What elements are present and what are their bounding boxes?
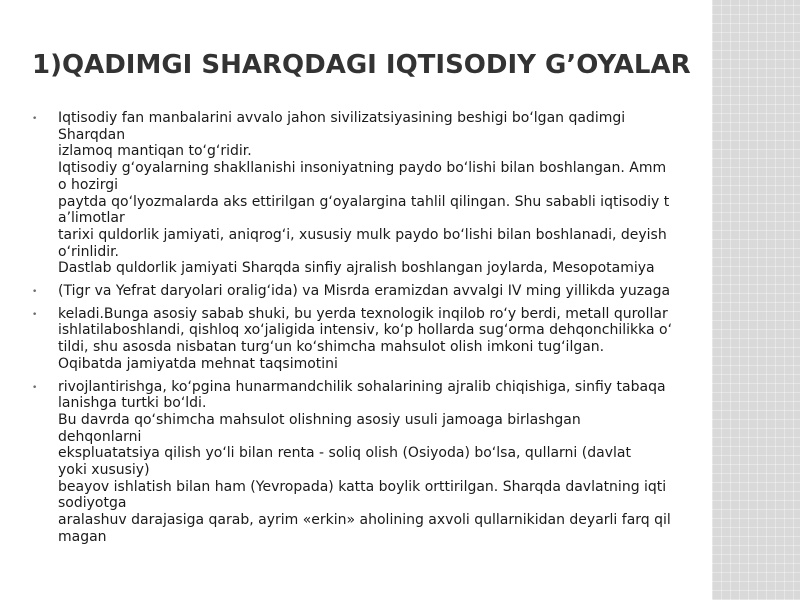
text-line: paytda qo‘lyozmalarda aks ettirilgan g‘oyalargina tahlil qilingan. Shu sababli iqtisodiy t xyxy=(58,193,670,210)
text-line: magan xyxy=(58,528,107,545)
text-line: Sharqdan xyxy=(58,126,126,143)
text-line: (Tigr va Yefrat daryolari oralig‘ida) va Misrda eramizdan avvalgi IV ming yillikda yuzaga xyxy=(58,283,671,300)
text-line: o‘rinlidir. xyxy=(58,243,120,260)
text-line: a’limotlar xyxy=(58,210,125,227)
bullet-dot-icon: • xyxy=(32,114,38,124)
text-line: Bu davrda qo‘shimcha mahsulot olishning asosiy usuli jamoaga birlashgan xyxy=(58,411,581,428)
bullet-dot-icon: • xyxy=(32,382,38,393)
text-line: ishlatilaboshlandi, qishloq xo‘jaligida intensiv, ko‘p hollarda sug‘orma dehqonchilikka o‘ xyxy=(58,322,673,339)
bullet-item xyxy=(32,110,692,277)
text-line: lanishga turtki bo‘ldi. xyxy=(58,395,207,412)
bullet-dot-icon: • xyxy=(32,287,38,298)
bullet-item xyxy=(32,379,692,546)
text-line: dehqonlarni xyxy=(58,428,142,445)
side-panel xyxy=(712,0,800,600)
text-line: Iqtisodiy fan manbalarini avvalo jahon sivilizatsiyasining beshigi bo‘lgan qadimgi xyxy=(58,110,626,126)
text-line: izlamoq mantiqan to‘g‘ridir. xyxy=(58,143,252,160)
text-line: Dastlab quldorlik jamiyati Sharqda sinfiy ajralish boshlangan joylarda, Mesopotamiya xyxy=(58,260,655,277)
bullet-item xyxy=(32,306,692,373)
text-line: rivojlantirishga, ko‘pgina hunarmandchilik sohalarining ajralib chiqishiga, sinfiy tabaqa xyxy=(58,378,666,395)
text-line: Oqibatda jamiyatda mehnat taqsimotini xyxy=(58,355,338,372)
text-line: tarixi quldorlik jamiyati, aniqrog‘i, xususiy mulk paydo bo‘lishi bilan boshlanadi, deyish xyxy=(58,226,667,243)
bullet-item xyxy=(32,283,692,300)
text-line: Iqtisodiy g‘oyalarning shakllanishi insoniyatning paydo bo‘lishi bilan boshlangan. Amm xyxy=(58,160,667,177)
text-line: tildi, shu asosda nisbatan turg‘un ko‘shimcha mahsulot olish imkoni tug‘ilgan. xyxy=(58,339,605,356)
bullet-list xyxy=(32,110,692,552)
text-line: yoki xususiy) xyxy=(58,462,150,479)
text-line: ekspluatatsiya qilish yo‘li bilan renta - soliq olish (Osiyoda) bo‘lsa, qullarni (davlat xyxy=(58,445,631,462)
text-line: o hozirgi xyxy=(58,176,118,193)
bullet-dot-icon: • xyxy=(32,309,38,320)
text-line: sodiyotga xyxy=(58,495,127,512)
text-line: beayov ishlatish bilan ham (Yevropada) katta boylik orttirilgan. Sharqda davlatning iqti xyxy=(58,478,667,495)
slide-title: 1)QADIMGI SHARQDAGI IQTISODIY G’OYALAR xyxy=(32,50,691,80)
text-line: aralashuv darajasiga qarab, ayrim «erkin» aholining axvoli qullarnikidan deyarli farq qil xyxy=(58,512,671,529)
text-line: keladi.Bunga asosiy sabab shuki, bu yerda texnologik inqilob ro‘y berdi, metall qurollar xyxy=(58,305,668,322)
